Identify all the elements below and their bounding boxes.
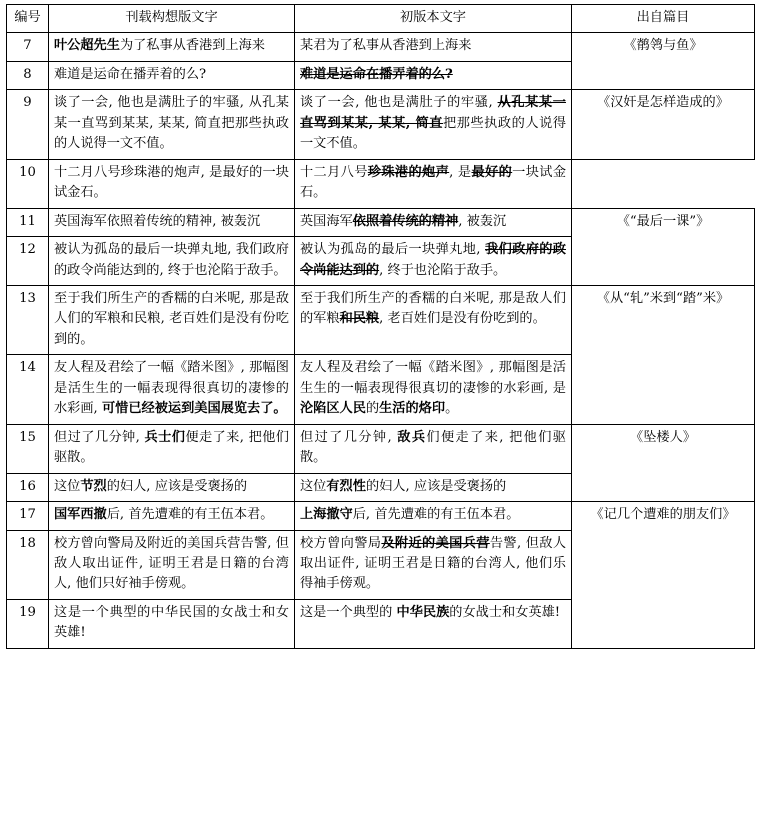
row-number: 11 bbox=[7, 208, 49, 236]
text-run: 校方曾向警局及附近的美国兵营告警, 但敌人取出证件, 证明王君是日籍的台湾人, 他们只好袖手傍观。 bbox=[54, 535, 289, 592]
source-title: 《坠楼人》 bbox=[572, 424, 755, 501]
table-row bbox=[7, 424, 755, 473]
text-run: 这是一个典型的 bbox=[300, 604, 397, 620]
text-run: 可惜已经被运到美国展览去了。 bbox=[101, 401, 287, 417]
first-edition-text bbox=[295, 208, 572, 236]
column-header-number: 编号 bbox=[7, 5, 49, 33]
text-run: 被认为孤岛的最后一块弹丸地, bbox=[300, 242, 486, 258]
first-edition-text bbox=[295, 285, 572, 354]
row-number: 16 bbox=[7, 473, 49, 501]
text-run: 上海撤守 bbox=[300, 507, 353, 523]
column-header-serialized-version: 刊载构想版文字 bbox=[49, 5, 295, 33]
text-run: 便走了来, 把他们驱散。 bbox=[54, 429, 289, 466]
text-run: 从孔某某一直骂到某某, 某某, 简直 bbox=[300, 95, 566, 131]
column-header-source: 出自篇目 bbox=[572, 5, 755, 33]
first-edition-text bbox=[295, 159, 572, 208]
text-run: 把那些执政的人说得一文不值。 bbox=[300, 115, 567, 152]
text-run: 十二月八号珍珠港的炮声, 是最好的一块试金石。 bbox=[54, 164, 289, 201]
row-number: 18 bbox=[7, 530, 49, 599]
text-run: 珍珠港的炮声 bbox=[367, 164, 450, 180]
text-run: 友人程及君绘了一幅《踏米图》, 那幅图是活生生的一幅表现得很真切的凄惨的水彩画, 是 bbox=[300, 360, 566, 396]
text-run: , 终于也沦陷于敌手。 bbox=[379, 262, 507, 278]
text-run: 我们政府的政令尚能达到的 bbox=[300, 242, 566, 278]
text-run: 至于我们所生产的香糯的白米呢, 那是敌人们的军粮 bbox=[300, 290, 566, 327]
source-title: 《记几个遭难的朋友们》 bbox=[572, 502, 755, 649]
text-run: 英国海军依照着传统的精神, 被轰沉 bbox=[54, 213, 261, 229]
first-edition-text bbox=[295, 424, 572, 473]
text-run: 的女战士和女英雄! bbox=[449, 604, 561, 620]
serialized-version-text bbox=[49, 33, 295, 61]
serialized-version-text bbox=[49, 61, 295, 89]
text-run: 难道是运命在播弄着的么? bbox=[54, 66, 207, 82]
table-row bbox=[7, 159, 755, 208]
text-run: 这位 bbox=[300, 478, 327, 494]
text-run: 沦陷区人民 bbox=[300, 401, 366, 417]
text-run: 及附近的美国兵营 bbox=[381, 535, 490, 551]
first-edition-text bbox=[295, 90, 572, 159]
table-body bbox=[7, 33, 755, 648]
text-run: 但过了几分钟, bbox=[300, 429, 398, 445]
text-run: 这位 bbox=[54, 478, 81, 494]
row-number: 9 bbox=[7, 90, 49, 159]
text-run: , 是 bbox=[449, 164, 472, 180]
text-run: , 被轰沉 bbox=[458, 213, 507, 229]
text-run: 中华民族 bbox=[396, 604, 450, 620]
row-number: 17 bbox=[7, 502, 49, 530]
serialized-version-text bbox=[49, 424, 295, 473]
text-run: 为了私事从香港到上海来 bbox=[119, 38, 265, 54]
text-run: 的 bbox=[365, 401, 380, 417]
source-title: 《汉奸是怎样造成的》 bbox=[572, 90, 755, 159]
source-title: 《鹡鸰与鱼》 bbox=[572, 33, 755, 90]
text-run: 后, 首先遭难的有王伍本君。 bbox=[352, 507, 520, 523]
serialized-version-text bbox=[49, 285, 295, 354]
text-run: 但过了几分钟, bbox=[54, 429, 145, 445]
text-run: 节烈 bbox=[80, 478, 107, 494]
text-run: 难道是运命在播弄着的么? bbox=[300, 66, 453, 82]
text-run: 友人程及君绘了一幅《踏米图》, 那幅图是活生生的一幅表现得很真切的凄惨的水彩画, bbox=[54, 360, 289, 417]
row-number: 15 bbox=[7, 424, 49, 473]
text-run: 谈了一会, 他也是满肚子的牢骚, bbox=[300, 95, 498, 111]
table-row bbox=[7, 33, 755, 61]
first-edition-text bbox=[295, 355, 572, 424]
serialized-version-text bbox=[49, 502, 295, 530]
first-edition-text bbox=[295, 599, 572, 648]
first-edition-text bbox=[295, 237, 572, 286]
text-run: 后, 首先遭难的有王伍本君。 bbox=[106, 507, 274, 523]
text-run: 这是一个典型的中华民国的女战士和女英雄! bbox=[54, 604, 289, 641]
text-run: 有烈性 bbox=[326, 478, 366, 494]
first-edition-text bbox=[295, 61, 572, 89]
text-run: 的妇人, 应该是受褒扬的 bbox=[106, 478, 248, 494]
source-title: 《从“轧”米到“踏”米》 bbox=[572, 285, 755, 424]
table-row bbox=[7, 502, 755, 530]
first-edition-text bbox=[295, 502, 572, 530]
serialized-version-text bbox=[49, 473, 295, 501]
serialized-version-text bbox=[49, 90, 295, 159]
first-edition-text bbox=[295, 473, 572, 501]
text-run: 校方曾向警局 bbox=[300, 535, 382, 551]
text-run: 某君为了私事从香港到上海来 bbox=[300, 38, 472, 54]
row-number: 10 bbox=[7, 159, 49, 208]
text-run: 最好的 bbox=[471, 164, 513, 180]
table-row bbox=[7, 285, 755, 354]
table-row bbox=[7, 90, 755, 159]
text-run: 依照着传统的精神 bbox=[352, 213, 459, 229]
text-run: 国军西撤 bbox=[54, 507, 107, 523]
serialized-version-text bbox=[49, 599, 295, 648]
serialized-version-text bbox=[49, 159, 295, 208]
text-run: 叶公超先生 bbox=[54, 38, 120, 54]
row-number: 19 bbox=[7, 599, 49, 648]
first-edition-text bbox=[295, 33, 572, 61]
text-run: 生活的烙印 bbox=[379, 401, 446, 417]
text-run: 英国海军 bbox=[300, 213, 353, 229]
row-number: 12 bbox=[7, 237, 49, 286]
text-run: 谈了一会, 他也是满肚子的牢骚, 从孔某某一直骂到某某, 某某, 简直把那些执政的人说得一文不值。 bbox=[54, 95, 289, 152]
source-title: 《“最后一课”》 bbox=[572, 208, 755, 285]
first-edition-text bbox=[295, 530, 572, 599]
text-run: 和民粮 bbox=[339, 311, 380, 327]
text-run: 十二月八号 bbox=[300, 164, 368, 180]
column-header-first-edition: 初版本文字 bbox=[295, 5, 572, 33]
serialized-version-text bbox=[49, 237, 295, 286]
row-number: 14 bbox=[7, 355, 49, 424]
serialized-version-text bbox=[49, 530, 295, 599]
text-run: 。 bbox=[445, 401, 459, 417]
row-number: 8 bbox=[7, 61, 49, 89]
table-row bbox=[7, 208, 755, 236]
text-run: 告警, 但敌人取出证件, 证明王君是日籍的台湾人, 他们乐得袖手傍观。 bbox=[300, 535, 567, 592]
text-run: 兵士们 bbox=[144, 429, 186, 445]
text-run: , 老百姓们是没有份吃到的。 bbox=[379, 311, 546, 327]
text-run: 的妇人, 应该是受褒扬的 bbox=[365, 478, 507, 494]
serialized-version-text bbox=[49, 208, 295, 236]
table-header-row bbox=[7, 5, 755, 33]
text-run: 一块试金石。 bbox=[300, 164, 567, 201]
text-run: 至于我们所生产的香糯的白米呢, 那是敌人们的军粮和民粮, 老百姓们是没有份吃到的。 bbox=[54, 290, 289, 347]
text-run: 敌兵 bbox=[397, 429, 427, 445]
comparison-table bbox=[6, 4, 755, 649]
text-run: 被认为孤岛的最后一块弹丸地, 我们政府的政令尚能达到的, 终于也沦陷于敌手。 bbox=[54, 242, 289, 278]
row-number: 13 bbox=[7, 285, 49, 354]
text-run: 们便走了来, 把他们驱散。 bbox=[300, 429, 566, 466]
row-number: 7 bbox=[7, 33, 49, 61]
serialized-version-text bbox=[49, 355, 295, 424]
